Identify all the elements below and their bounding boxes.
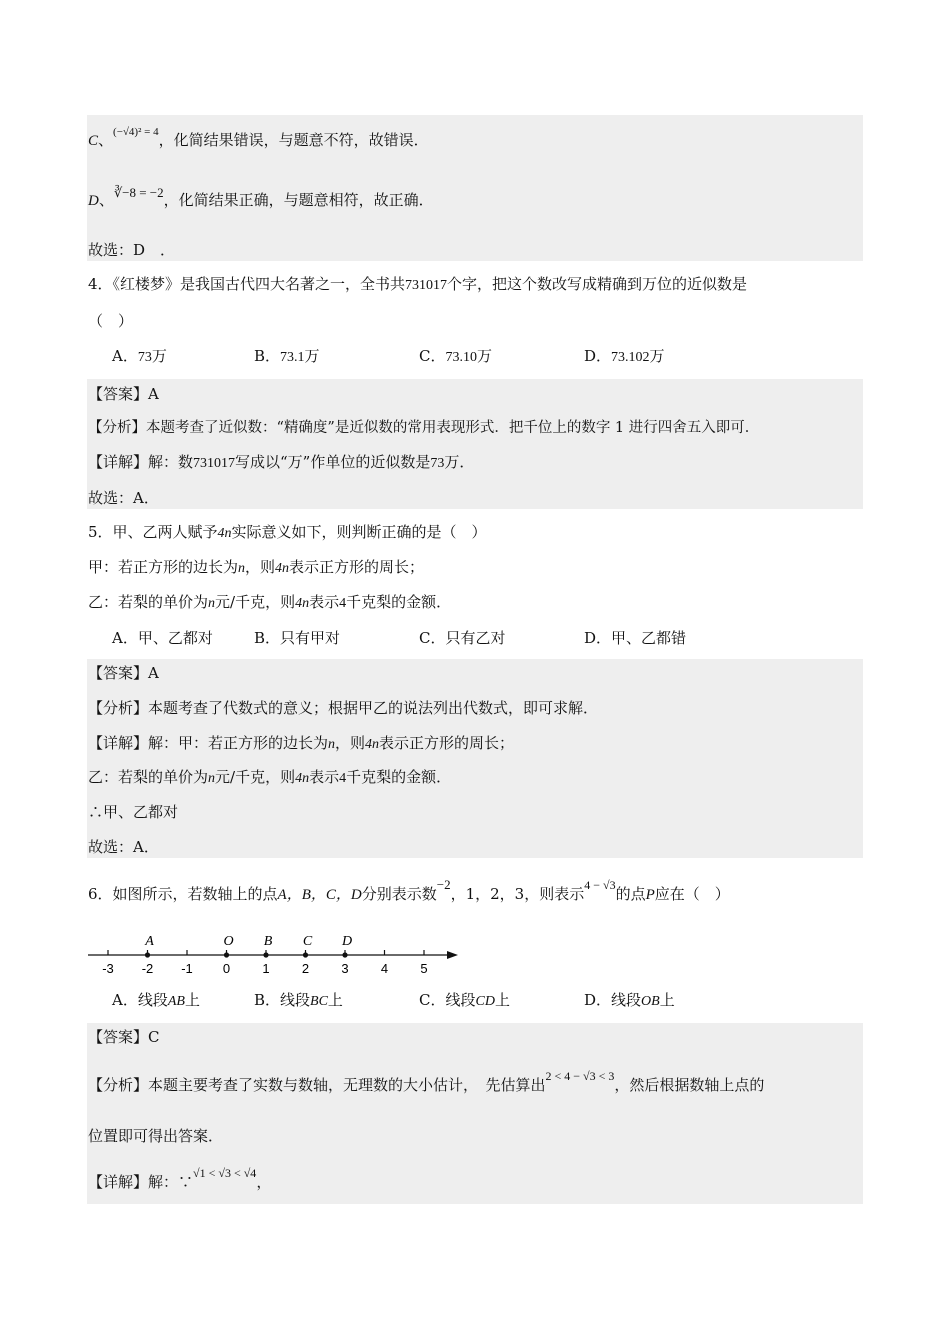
- axis-point: [303, 952, 308, 957]
- q5-answer: 【答案】A: [88, 664, 159, 682]
- axis-tick-label: 2: [301, 961, 310, 976]
- math-number: 731017: [405, 278, 448, 293]
- axis-tick-label: 5: [420, 961, 428, 976]
- q6-detail: 【详解】解：∵$^{√1 < √3 < √4}$，: [88, 1166, 272, 1191]
- q4-answer: 【答案】A: [88, 385, 159, 403]
- axis-tick-label: -2: [141, 961, 154, 976]
- axis-point: [145, 952, 150, 957]
- q5-option-b[interactable]: B．只有甲对: [254, 629, 341, 647]
- axis-point-label: A: [145, 934, 154, 949]
- q6-answer: 【答案】C: [88, 1028, 160, 1046]
- q5-stem: 5．甲、乙两人赋予4n实际意义如下，则判断正确的是（ ）: [88, 523, 487, 541]
- option-letter: D: [88, 193, 99, 209]
- q5-option-c[interactable]: C．只有乙对: [419, 629, 506, 647]
- q4-option-a[interactable]: A．73万: [112, 347, 167, 365]
- q6-option-c[interactable]: C．线段CD上: [419, 991, 510, 1009]
- math-expression: ∛−8 = −2: [113, 185, 164, 200]
- q6-option-b[interactable]: B．线段BC上: [254, 991, 343, 1009]
- axis-point: [342, 952, 347, 957]
- q6-option-a[interactable]: A．线段AB上: [112, 991, 200, 1009]
- q5-statement-jia: 甲：若正方形的边长为n，则4n表示正方形的周长；: [88, 558, 425, 576]
- q6-analysis-2: 位置即可得出答案．: [88, 1127, 224, 1145]
- math-expression: (−√4)² = 4: [113, 126, 159, 138]
- q5-detail: 【详解】解：甲：若正方形的边长为n，则4n表示正方形的周长；: [88, 734, 515, 752]
- q3-choose: 故选：D ．: [88, 241, 176, 259]
- axis-tick-label: -3: [102, 961, 114, 976]
- q4-choose: 故选：A．: [88, 489, 159, 507]
- q4-option-b[interactable]: B．73.1万: [254, 347, 320, 365]
- axis-point-label: O: [223, 934, 234, 949]
- number-line-figure: [86, 928, 466, 980]
- axis-tick-label: 4: [380, 961, 389, 976]
- q6-option-d[interactable]: D．线段OB上: [584, 991, 675, 1009]
- axis-tick-label: -1: [181, 961, 193, 976]
- q4-option-d[interactable]: D．73.102万: [584, 347, 665, 365]
- q5-option-a[interactable]: A．甲、乙都对: [112, 629, 213, 647]
- q4-stem: 4．《红楼梦》是我国古代四大名著之一，全书共731017个字，把这个数改写成精确到万位的近似数是: [88, 275, 748, 293]
- q4-detail: 【详解】解：数731017写成以“万”作单位的近似数是73万．: [88, 453, 475, 471]
- q5-therefore: ∴甲、乙都对: [88, 803, 179, 821]
- q5-option-d[interactable]: D．甲、乙都错: [584, 629, 687, 647]
- axis-point: [224, 952, 229, 957]
- arrow-icon: [447, 951, 458, 959]
- q4-paren: （ ）: [88, 312, 134, 330]
- axis-point: [263, 952, 268, 957]
- q5-choose: 故选：A．: [88, 838, 159, 856]
- axis-tick-label: 0: [222, 961, 231, 976]
- axis-tick-label: 1: [262, 961, 270, 976]
- q3-option-d-line: D、∛−8 = −2，化简结果正确，与题意相符，故正确．: [88, 185, 434, 209]
- axis-point-label: D: [341, 934, 353, 949]
- q6-stem: 6．如图所示，若数轴上的点A，B，C，D分别表示数−2，1，2，3，则表示$^{4 - √3}$的点P应在（ ）: [88, 877, 730, 903]
- q4-analysis: 【分析】本题考查了近似数：“精确度”是近似数的常用表现形式．把千位上的数字 1 进行四舍五入即可．: [88, 420, 760, 436]
- option-letter: C: [88, 133, 99, 149]
- axis-tick-label: 3: [341, 961, 349, 976]
- q5-analysis: 【分析】本题考查了代数式的意义；根据甲乙的说法列出代数式，即可求解．: [88, 699, 599, 717]
- q5-solution-block: [87, 659, 863, 858]
- q4-solution-block: [87, 379, 863, 509]
- q6-analysis: 【分析】本题主要考查了实数与数轴，无理数的大小估计， 先估算出$^{2 < 4 - √3 < 3}$，然后根据数轴上点的: [88, 1069, 765, 1094]
- q5-detail-2: 乙：若梨的单价为n元/千克，则4n表示4千克梨的金额．: [88, 768, 452, 786]
- q3-option-c-line: C、$^{(-√4)^2 = 4}$，化简结果错误，与题意不符，故错误．: [88, 126, 429, 149]
- axis-point-label: C: [302, 934, 313, 949]
- q5-statement-yi: 乙：若梨的单价为n元/千克，则4n表示4千克梨的金额．: [88, 593, 452, 611]
- q4-option-c[interactable]: C．73.10万: [419, 347, 492, 365]
- axis-point-label: B: [263, 934, 273, 949]
